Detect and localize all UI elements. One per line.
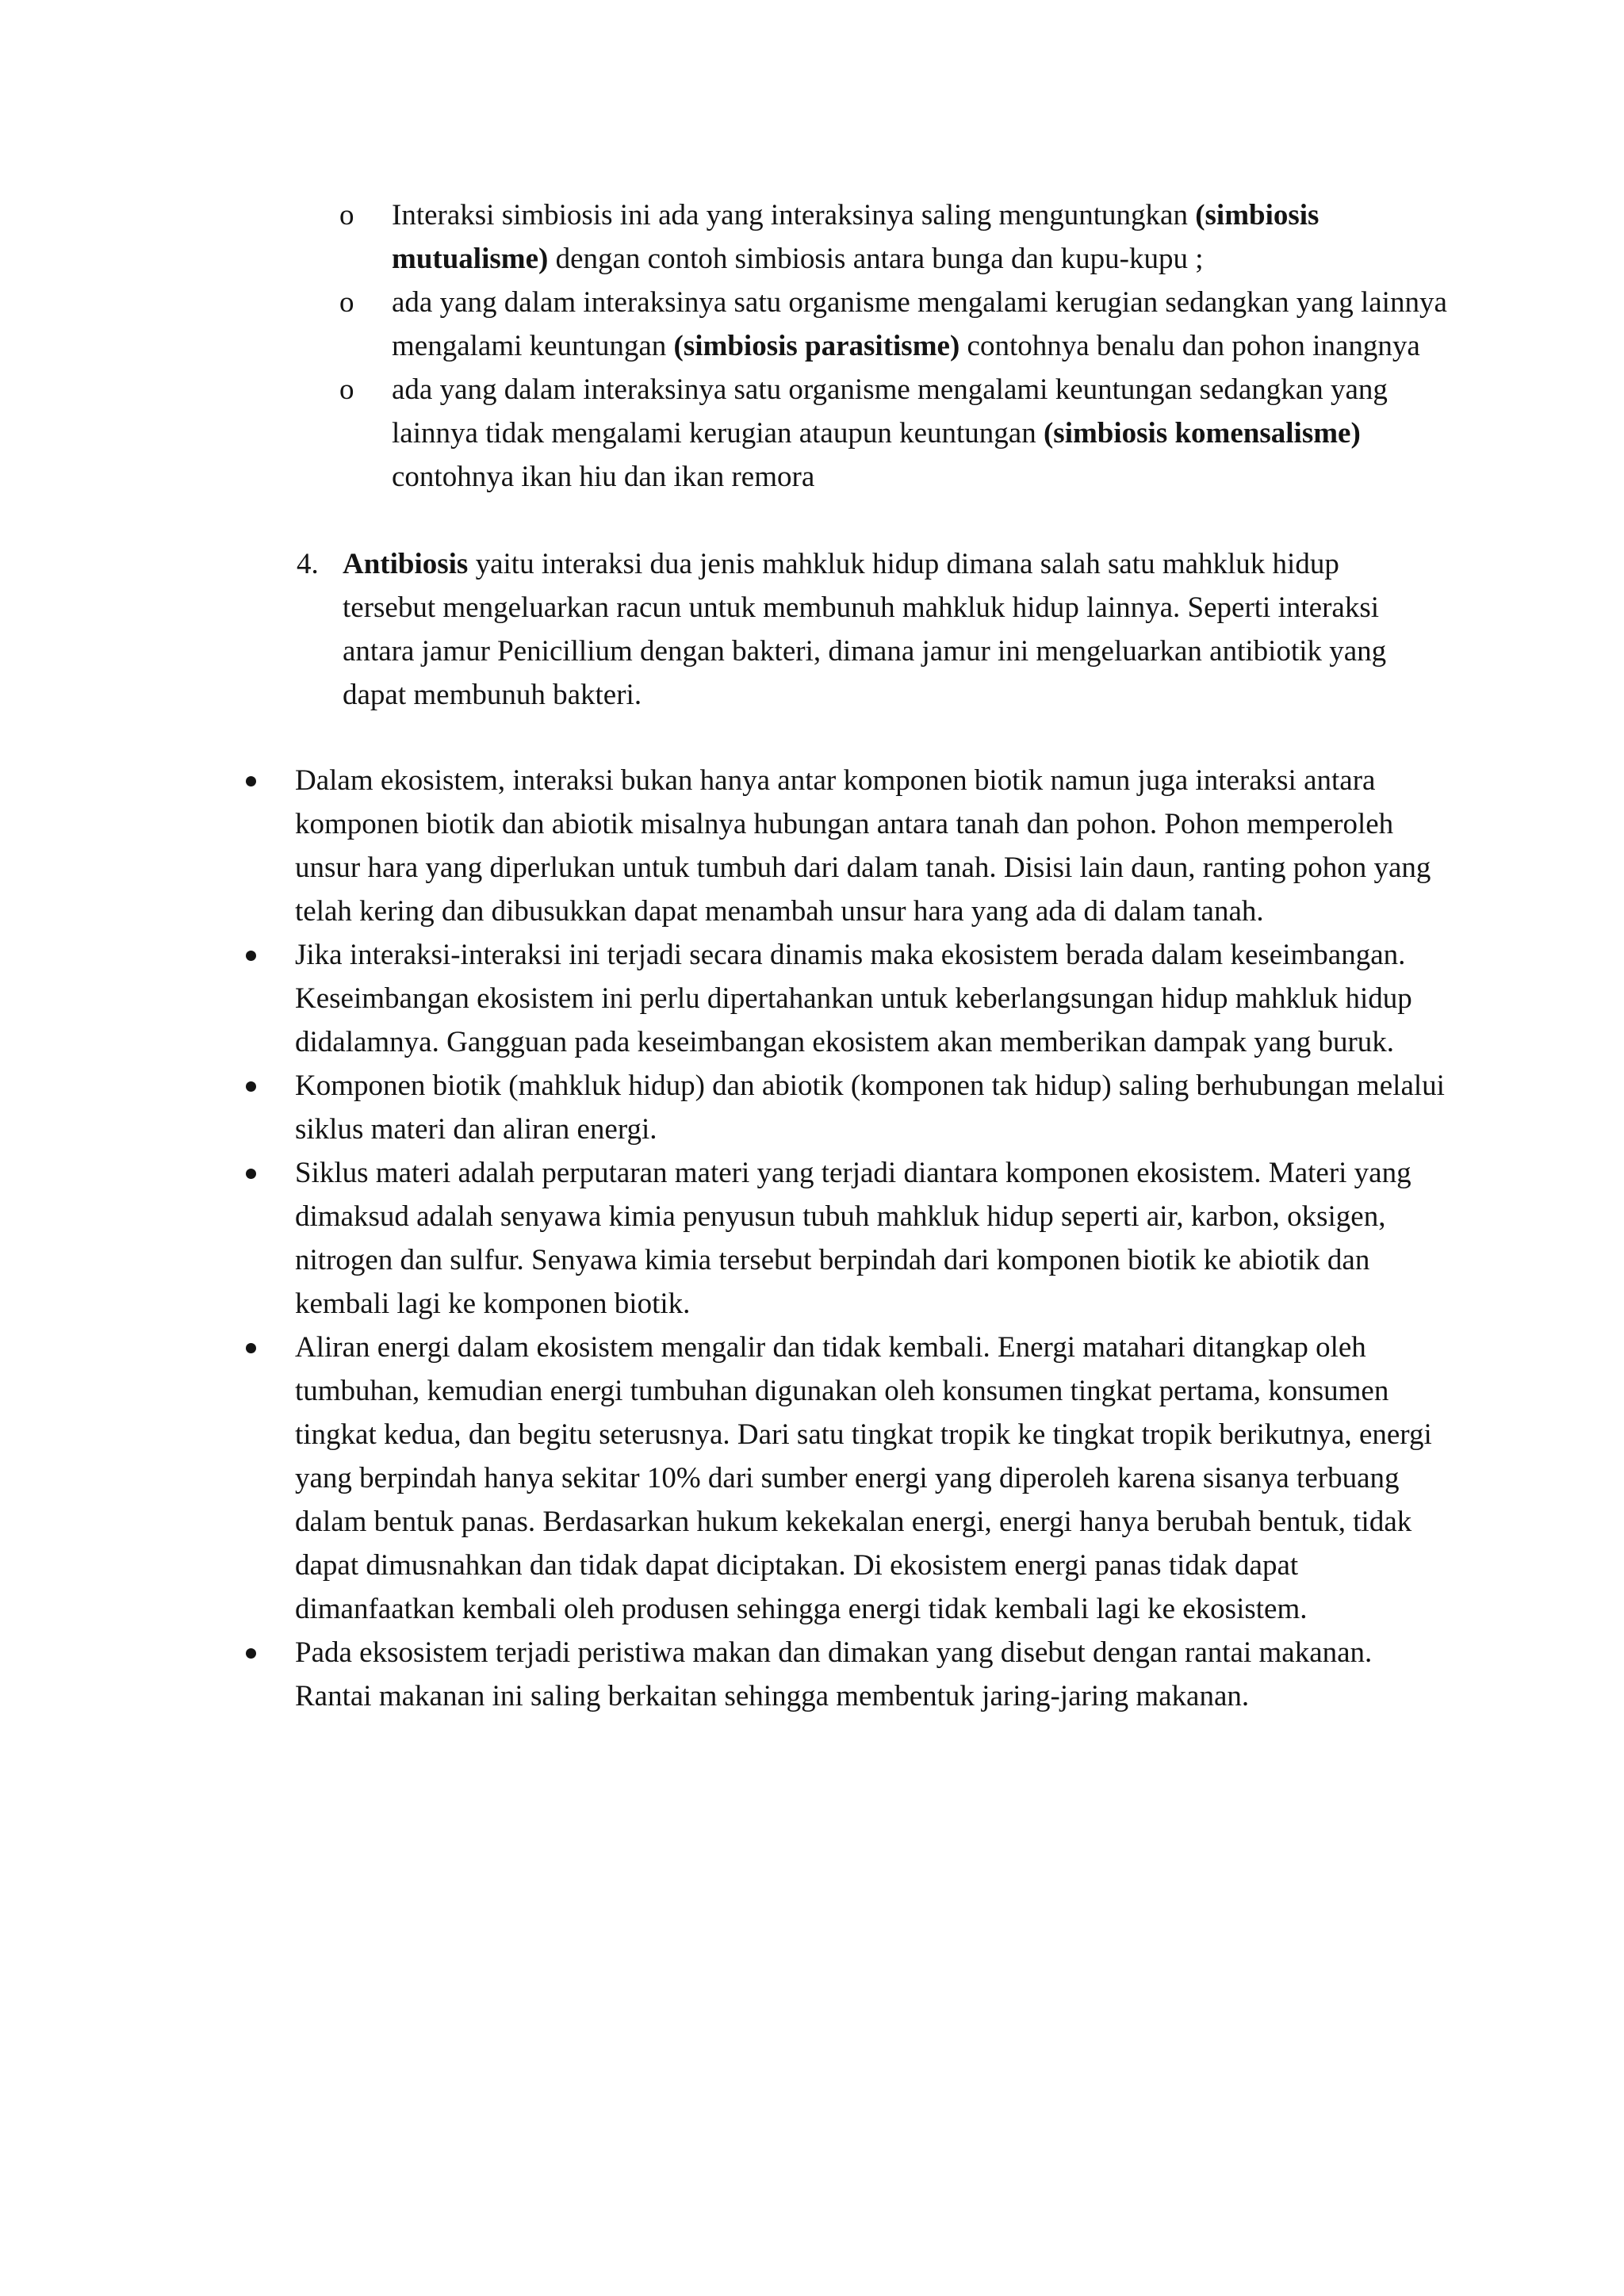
- bullet-dot-icon: [246, 1081, 256, 1092]
- text-run: yaitu interaksi dua jenis mahkluk hidup dimana salah satu mahkluk hidup tersebut mengeluarkan racun untuk membunuh mahkluk hidup lainnya. Seperti interaksi antara jamur Penicillium dengan bakteri, dimana jamur ini mengeluarkan antibiotik yang dapat membunuh bakteri.: [343, 548, 1387, 711]
- bullet-text: Siklus materi adalah perputaran materi yang terjadi diantara komponen ekosistem. Materi yang dimaksud adalah senyawa kimia penyusun tubuh mahkluk hidup seperti air, karbon, oksigen, nitrogen dan sulfur. Senyawa kimia tersebut berpindah dari komponen biotik ke abiotik dan kembali lagi ke komponen biotik.: [295, 1157, 1411, 1320]
- bullet-item: [243, 1326, 1448, 1631]
- bullet-item: [243, 933, 1448, 1064]
- sublist-text: [392, 199, 1319, 275]
- text-run: contohnya benalu dan pohon inangnya: [959, 330, 1420, 362]
- text-run: Interaksi simbiosis ini ada yang interaksinya saling menguntungkan: [392, 199, 1196, 232]
- bullet-list: [243, 759, 1448, 1718]
- bullet-item: [243, 759, 1448, 933]
- numbered-item: [292, 542, 1402, 717]
- bullet-text: Aliran energi dalam ekosistem mengalir dan tidak kembali. Energi matahari ditangkap oleh tumbuhan, kemudian energi tumbuhan digunakan oleh konsumen tingkat pertama, konsumen tingkat kedua, dan begitu seterusnya. Dari satu tingkat tropik ke tingkat tropik berikutnya, energi yang berpindah hanya sekitar 10% dari sumber energi yang diperoleh karena sisanya terbuang dalam bentuk panas. Berdasarkan hukum kekekalan energi, energi hanya berubah bentuk, tidak dapat dimusnahkan dan tidak dapat diciptakan. Di ekosistem energi panas tidak dapat dimanfaatkan kembali oleh produsen sehingga energi tidak kembali lagi ke ekosistem.: [295, 1331, 1432, 1625]
- bullet-dot-icon: [246, 951, 256, 961]
- bullet-dot-icon: [246, 776, 256, 786]
- bullet-dot-icon: [246, 1343, 256, 1353]
- bullet-text: Komponen biotik (mahkluk hidup) dan abiotik (komponen tak hidup) saling berhubungan melalui siklus materi dan aliran energi.: [295, 1070, 1445, 1146]
- bullet-item: [243, 1064, 1448, 1151]
- sublist-item: [339, 368, 1450, 499]
- numbered-text: [343, 548, 1386, 711]
- text-run: dengan contoh simbiosis antara bunga dan kupu-kupu ;: [548, 243, 1204, 275]
- bullet-dot-icon: [246, 1169, 256, 1179]
- bullet-dot-icon: [246, 1648, 256, 1659]
- text-run: ada yang dalam interaksinya satu organisme mengalami kerugian sedangkan yang lainnya mengalami keuntungan: [392, 286, 1447, 362]
- symbiosis-sublist: [339, 193, 1450, 499]
- sublist-item: [339, 193, 1450, 281]
- bold-term: (simbiosis parasitisme): [673, 330, 960, 362]
- sublist-text: [392, 286, 1447, 362]
- text-run: ada yang dalam interaksinya satu organisme mengalami keuntungan sedangkan yang lainnya tidak mengalami kerugian ataupun keuntungan: [392, 373, 1388, 450]
- bullet-item: [243, 1151, 1448, 1326]
- bullet-item: [243, 1631, 1448, 1718]
- bullet-text: Pada eksosistem terjadi peristiwa makan dan dimakan yang disebut dengan rantai makanan. Rantai makanan ini saling berkaitan sehingga membentuk jaring-jaring makanan.: [295, 1636, 1373, 1712]
- bullet-text: Jika interaksi-interaksi ini terjadi secara dinamis maka ekosistem berada dalam keseimbangan. Keseimbangan ekosistem ini perlu dipertahankan untuk keberlangsungan hidup mahkluk hidup didalamnya. Gangguan pada keseimbangan ekosistem akan memberikan dampak yang buruk.: [295, 939, 1412, 1058]
- text-run: contohnya ikan hiu dan ikan remora: [392, 461, 815, 493]
- circle-marker: o: [339, 199, 354, 232]
- item-number: 4.: [297, 548, 319, 580]
- sublist-item: [339, 281, 1450, 368]
- numbered-list: [292, 542, 1402, 717]
- bold-term: (simbiosis komensalisme): [1043, 417, 1361, 450]
- circle-marker: o: [339, 286, 354, 319]
- sublist-text: [392, 373, 1388, 493]
- bold-term: (simbiosis mutualisme): [392, 199, 1320, 275]
- bullet-text: Dalam ekosistem, interaksi bukan hanya antar komponen biotik namun juga interaksi antara komponen biotik dan abiotik misalnya hubungan antara tanah dan pohon. Pohon memperoleh unsur hara yang diperlukan untuk tumbuh dari dalam tanah. Disisi lain daun, ranting pohon yang telah kering dan dibusukkan dapat menambah unsur hara yang ada di dalam tanah.: [295, 764, 1431, 928]
- circle-marker: o: [339, 373, 354, 406]
- bold-term: Antibiosis: [343, 548, 469, 580]
